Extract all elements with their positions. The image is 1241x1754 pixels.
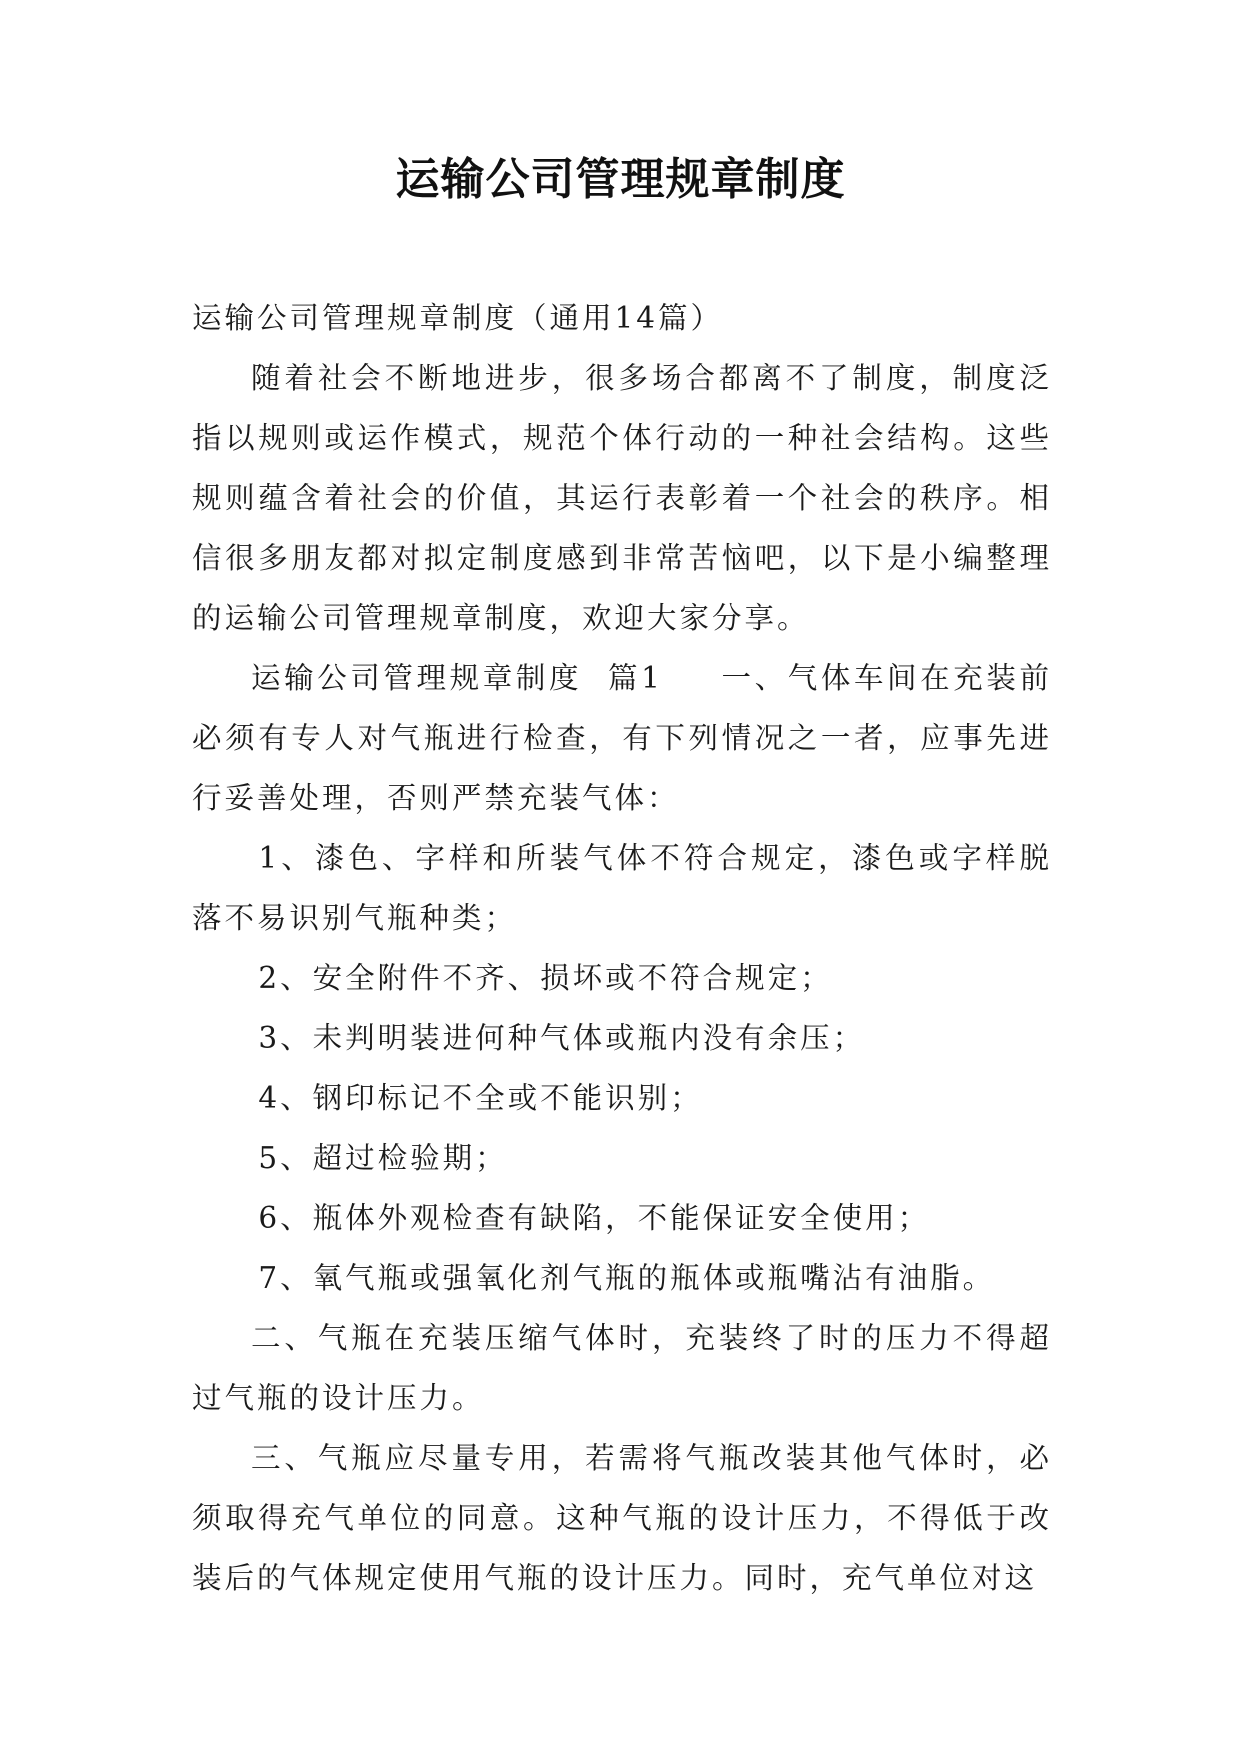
- section-1-heading: 运输公司管理规章制度 篇1: [251, 661, 663, 695]
- document-title: 运输公司管理规章制度: [395, 154, 846, 205]
- list-item-2: 2、安全附件不齐、损坏或不符合规定；: [258, 961, 833, 995]
- section-1-text: 一、气体车间在充装前必须有专人对气瓶进行检查，有下列情况之一者，应事先进行妥善处理，否则严禁充装气体：: [192, 661, 1052, 815]
- list-item-6: 6、瓶体外观检查有缺陷，不能保证安全使用；: [258, 1201, 931, 1235]
- paragraph-2: 二、气瓶在充装压缩气体时，充装终了时的压力不得超过气瓶的设计压力。: [192, 1321, 1052, 1415]
- list-item-4: 4、钢印标记不全或不能识别；: [258, 1081, 703, 1115]
- list-item-1: 1、漆色、字样和所装气体不符合规定，漆色或字样脱落不易识别气瓶种类；: [192, 841, 1052, 935]
- paragraph-3: 三、气瓶应尽量专用，若需将气瓶改装其他气体时，必须取得充气单位的同意。这种气瓶的设计压力，不得低于改装后的气体规定使用气瓶的设计压力。同时，充气单位对这: [192, 1441, 1052, 1595]
- list-item-7: 7、氧气瓶或强氧化剂气瓶的瓶体或瓶嘴沾有油脂。: [258, 1261, 996, 1295]
- list-item-3: 3、未判明装进何种气体或瓶内没有余压；: [258, 1021, 866, 1055]
- section-1-paragraph: [192, 648, 1052, 828]
- document-body: [192, 288, 1052, 1608]
- intro-paragraph: 随着社会不断地进步，很多场合都离不了制度，制度泛指以规则或运作模式，规范个体行动的一种社会结构。这些规则蕴含着社会的价值，其运行表彰着一个社会的秩序。相信很多朋友都对拟定制度感到非常苦恼吧，以下是小编整理的运输公司管理规章制度，欢迎大家分享。: [192, 361, 1052, 635]
- list-item-5: 5、超过检验期；: [258, 1141, 508, 1175]
- document-subtitle: 运输公司管理规章制度（通用14篇）: [192, 301, 724, 335]
